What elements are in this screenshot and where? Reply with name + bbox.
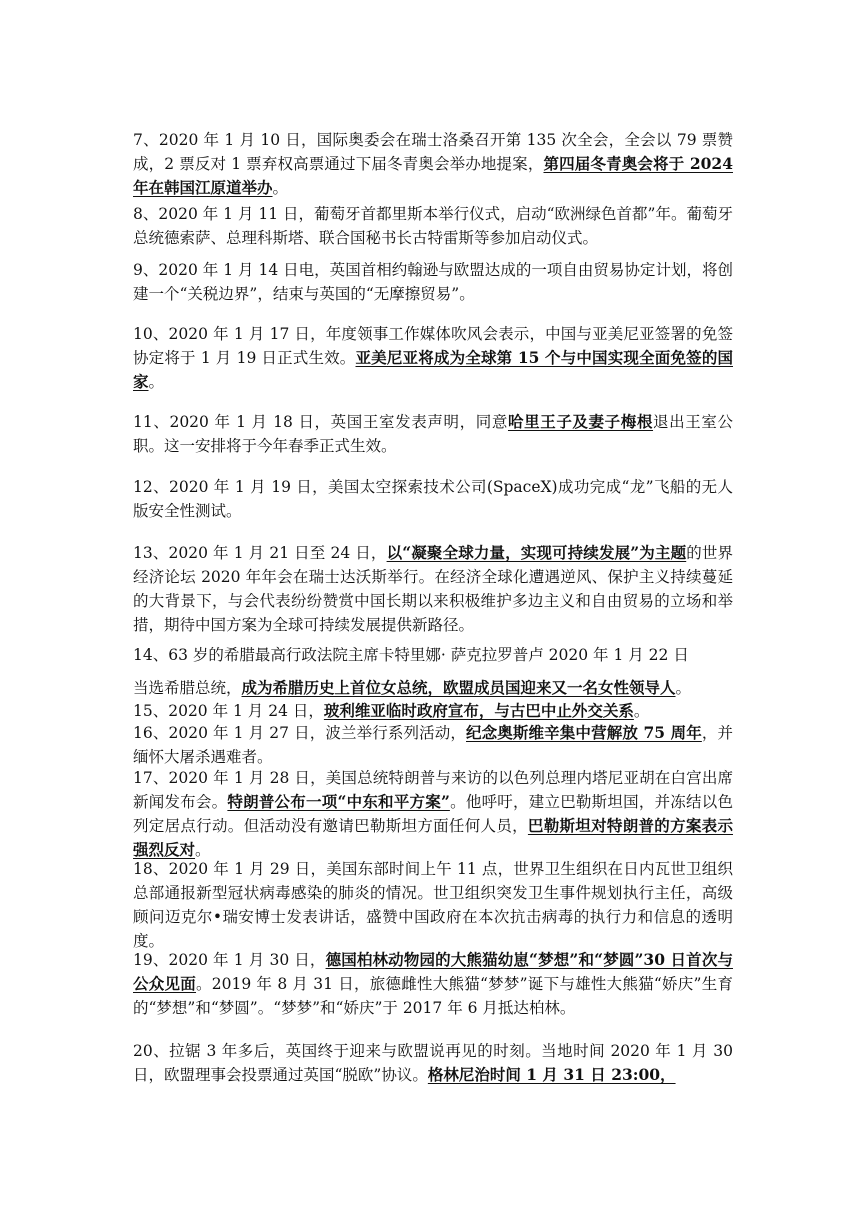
highlight-text: 德国柏林动物园的大熊猫幼崽“梦想”和“梦圆”30 日首次与公众见面 (133, 950, 733, 993)
highlight-text: 玻利维亚临时政府宣布，与古巴中止外交关系 (323, 701, 634, 720)
news-item-11: 11、2020 年 1 月 18 日，英国王室发表声明，同意哈里王子及妻子梅根退出王室公职。这一安排将于今年春季正式生效。 (133, 412, 733, 455)
highlight-text: 以“凝聚全球力量，实现可持续发展”为主题 (386, 543, 687, 562)
highlight-text: 格林尼治时间 1 月 31 日 23:00， (427, 1065, 676, 1084)
news-item-14-line2: 当选希腊总统，成为希腊历史上首位女总统，欧盟成员国迎来又一名女性领导人。 (133, 678, 692, 697)
news-item-17: 17、2020 年 1 月 28 日，美国总统特朗普与来访的以色列总理内塔尼亚胡在白宫出席新闻发布会。特朗普公布一项“中东和平方案”。他呼吁，建立巴勒斯坦国，并冻结以色列定居点行动。但活动没有邀请巴勒斯坦方面任何人员，巴勒斯坦对特朗普的方案表示强烈反对。 (133, 769, 733, 859)
highlight-text: 纪念奥斯维辛集中营解放 75 周年 (466, 723, 702, 742)
news-item-20: 20、拉锯 3 年多后，英国终于迎来与欧盟说再见的时刻。当地时间 2020 年 1 月 30 日，欧盟理事会投票通过英国“脱欧”协议。格林尼治时间 1 月 31 日 23:00， (133, 1042, 733, 1084)
news-item-19: 19、2020 年 1 月 30 日，德国柏林动物园的大熊猫幼崽“梦想”和“梦圆”30 日首次与公众见面。2019 年 8 月 31 日，旅德雌性大熊猫“梦梦”诞下与雄性大熊猫“娇庆”生育的“梦想”和“梦圆”。“梦梦”和“娇庆”于 2017 年 6 月抵达柏林。 (133, 950, 733, 1017)
news-item-15: 15、2020 年 1 月 24 日，玻利维亚临时政府宣布，与古巴中止外交关系。 (133, 701, 650, 720)
news-item-12: 12、2020 年 1 月 19 日，美国太空探索技术公司(SpaceX)成功完成“龙”飞船的无人版安全性测试。 (133, 478, 733, 520)
news-item-9: 9、2020 年 1 月 14 日电，英国首相约翰逊与欧盟达成的一项自由贸易协定计划，将创建一个“关税边界”，结束与英国的“无摩擦贸易”。 (133, 261, 733, 303)
highlight-text: 成为希腊历史上首位女总统，欧盟成员国迎来又一名女性领导人 (241, 678, 676, 697)
news-item-18: 18、2020 年 1 月 29 日，美国东部时间上午 11 点，世界卫生组织在日内瓦世卫组织总部通报新型冠状病毒感染的肺炎的情况。世卫组织突发卫生事件规划执行主任，高级顾问迈克尔•瑞安博士发表讲话，盛赞中国政府在本次抗击病毒的执行力和信息的透明度。 (133, 860, 733, 950)
news-item-13: 13、2020 年 1 月 21 日至 24 日，以“凝聚全球力量，实现可持续发展”为主题的世界经济论坛 2020 年年会在瑞士达沃斯举行。在经济全球化遭遇逆风、保护主义持续蔓延的大背景下，与会代表纷纷赞赏中国长期以来积极维护多边主义和自由贸易的立场和举措，期待中国方案为全球可持续发展提供新路径。 (133, 543, 733, 634)
news-item-7: 7、2020 年 1 月 10 日，国际奥委会在瑞士洛桑召开第 135 次全会，全会以 79 票赞成，2 票反对 1 票弃权高票通过下届冬青奥会举办地提案，第四届冬青奥会将于 2024 年在韩国江原道举办。 (133, 131, 733, 197)
news-item-8: 8、2020 年 1 月 11 日，葡萄牙首都里斯本举行仪式，启动“欧洲绿色首都”年。葡萄牙总统德索萨、总理科斯塔、联合国秘书长古特雷斯等参加启动仪式。 (133, 205, 733, 247)
highlight-text: 特朗普公布一项“中东和平方案” (227, 792, 450, 811)
highlight-text: 巴勒斯坦对特朗普的方案表示强烈反对 (133, 816, 733, 859)
highlight-text: 亚美尼亚将成为全球第 15 个与中国实现全面免签的国家 (133, 348, 733, 391)
news-item-16: 16、2020 年 1 月 27 日，波兰举行系列活动，纪念奥斯维辛集中营解放 75 周年，并缅怀大屠杀遇难者。 (133, 723, 733, 766)
news-item-14-line1: 14、63 岁的希腊最高行政法院主席卡特里娜· 萨克拉罗普卢 2020 年 1 月 22 日 (133, 646, 689, 664)
news-item-10: 10、2020 年 1 月 17 日，年度领事工作媒体吹风会表示，中国与亚美尼亚签署的免签协定将于 1 月 19 日正式生效。亚美尼亚将成为全球第 15 个与中国实现全面免签的国家。 (133, 325, 733, 391)
highlight-text: 哈里王子及妻子梅根 (507, 412, 654, 431)
highlight-text: 第四届冬青奥会将于 2024 年在韩国江原道举办 (133, 154, 733, 197)
